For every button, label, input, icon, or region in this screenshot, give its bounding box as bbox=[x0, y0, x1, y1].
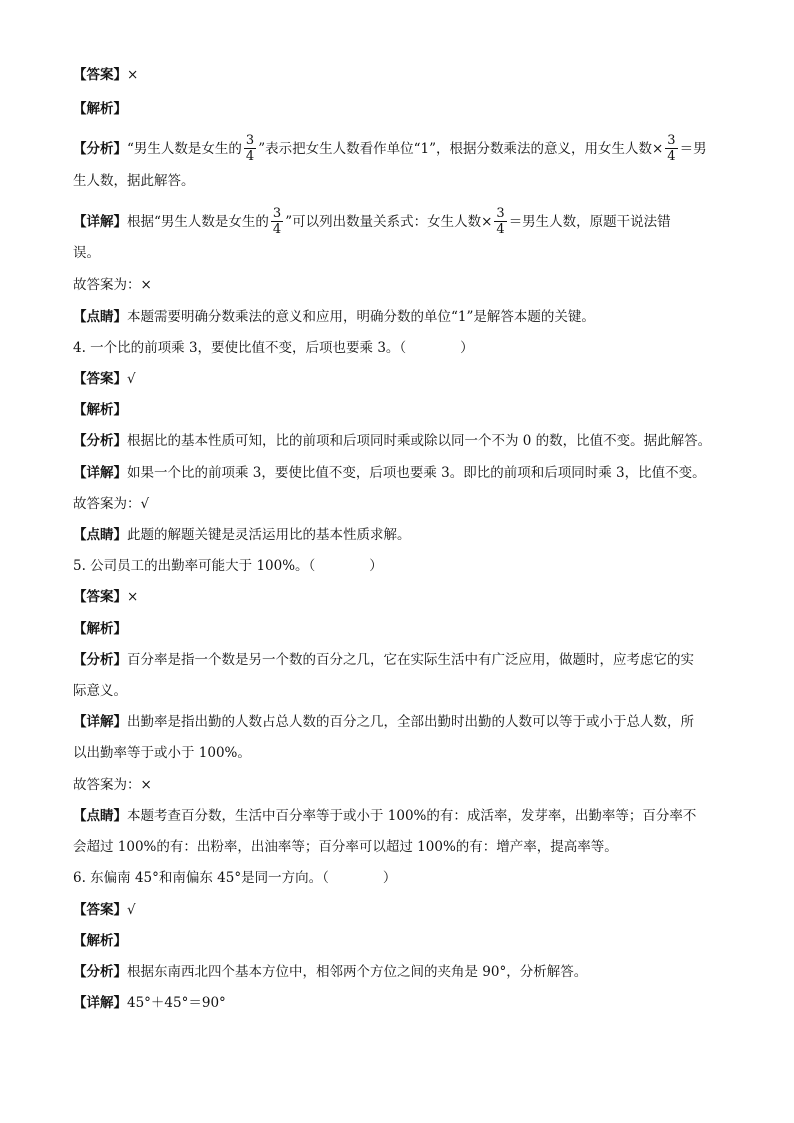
final-answer-q4: 故答案为：√ bbox=[73, 496, 150, 512]
dianjing-line-q4: 【点睛】此题的解题关键是灵活运用比的基本性质求解。 bbox=[73, 527, 411, 543]
fenxi-line-q5: 【分析】百分率是指一个数是另一个数的百分之几，它在实际生活中有广泛应用，做题时，应考虑它的实 bbox=[73, 652, 694, 668]
analysis-heading-q4: 【解析】 bbox=[73, 402, 127, 418]
question-4: 4. 一个比的前项乘 3，要使比值不变，后项也要乘 3。（ ） bbox=[73, 340, 474, 356]
xiangjie-line-q5: 【详解】出勤率是指出勤的人数占总人数的百分之几，全部出勤时出勤的人数可以等于或小于总人数，所 bbox=[73, 714, 694, 730]
final-answer-q3: 故答案为：× bbox=[73, 277, 152, 293]
fraction-three-quarters: $\frac{3}{4}$ bbox=[245, 133, 255, 164]
xiangjie-line-q6: 【详解】45°＋45°＝90° bbox=[73, 995, 226, 1011]
fraction-three-quarters: $\frac{3}{4}$ bbox=[667, 133, 676, 164]
fraction-three-quarters: $\frac{3}{4}$ bbox=[496, 206, 505, 237]
analysis-heading-q3: 【解析】 bbox=[73, 101, 127, 117]
answer-mark: × bbox=[127, 589, 139, 605]
answer-line-q3: 【答案】× bbox=[73, 67, 139, 83]
fenxi-line-q3-cont: 生人数，据此解答。 bbox=[73, 173, 195, 189]
xiangjie-line-q5-cont: 以出勤率等于或小于 100%。 bbox=[73, 745, 251, 761]
fenxi-line-q3: 【分析】“男生人数是女生的 $\frac{3}{4}$ ”表示把女生人数看作单位“1”，根据分数乘法的意义，用女生人数× $\frac{3}{4}$ ＝男 bbox=[73, 133, 707, 164]
analysis-heading-q5: 【解析】 bbox=[73, 621, 127, 637]
fenxi-line-q6: 【分析】根据东南西北四个基本方位中，相邻两个方位之间的夹角是 90°，分析解答。 bbox=[73, 964, 588, 980]
fenxi-line-q4: 【分析】根据比的基本性质可知，比的前项和后项同时乘或除以同一个不为 0 的数，比值不变。据此解答。 bbox=[73, 433, 712, 449]
answer-line-q5: 【答案】× bbox=[73, 589, 139, 605]
answer-line-q6: 【答案】√ bbox=[73, 902, 136, 918]
fenxi-line-q5-cont: 际意义。 bbox=[73, 683, 127, 699]
dianjing-line-q5-cont: 会超过 100%的有：出粉率，出油率等；百分率可以超过 100%的有：增产率，提高率等。 bbox=[73, 839, 618, 855]
question-5: 5. 公司员工的出勤率可能大于 100%。（ ） bbox=[73, 558, 383, 574]
dianjing-line-q3: 【点睛】本题需要明确分数乘法的意义和应用，明确分数的单位“1”是解答本题的关键。 bbox=[73, 309, 595, 325]
final-answer-q5: 故答案为：× bbox=[73, 777, 152, 793]
answer-mark: × bbox=[127, 67, 139, 83]
xiangjie-line-q4: 【详解】如果一个比的前项乘 3，要使比值不变，后项也要乘 3。即比的前项和后项同时乘 3，比值不变。 bbox=[73, 465, 706, 481]
analysis-heading-q6: 【解析】 bbox=[73, 933, 127, 949]
answer-mark: √ bbox=[127, 902, 136, 918]
dianjing-line-q5: 【点睛】本题考查百分数，生活中百分率等于或小于 100%的有：成活率，发芽率，出勤率等；百分率不 bbox=[73, 808, 697, 824]
answer-mark: √ bbox=[127, 371, 136, 387]
xiangjie-line-q3-cont: 误。 bbox=[73, 245, 100, 261]
fraction-three-quarters: $\frac{3}{4}$ bbox=[272, 206, 282, 237]
question-6: 6. 东偏南 45°和南偏东 45°是同一方向。（ ） bbox=[73, 870, 397, 886]
answer-line-q4: 【答案】√ bbox=[73, 371, 136, 387]
xiangjie-line-q3: 【详解】根据“男生人数是女生的 $\frac{3}{4}$ ”可以列出数量关系式：女生人数× $\frac{3}{4}$ ＝男生人数，原题干说法错 bbox=[73, 206, 671, 237]
